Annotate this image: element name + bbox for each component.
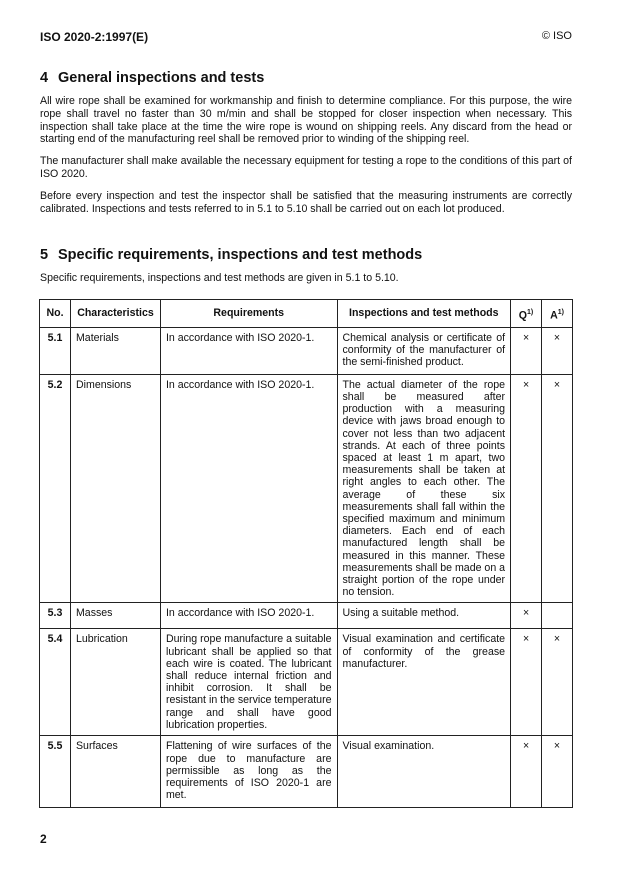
row-inspection: Chemical analysis or certificate of conformity of the manufacturer of the semi-finished product. bbox=[337, 327, 511, 374]
row-number: 5.2 bbox=[40, 374, 71, 603]
row-inspection: Visual examination. bbox=[337, 736, 511, 808]
page-number: 2 bbox=[40, 832, 47, 846]
requirements-table bbox=[39, 299, 573, 808]
header-characteristics: Characteristics bbox=[70, 300, 160, 328]
header-requirements: Requirements bbox=[160, 300, 337, 328]
footnote-ref: 1) bbox=[557, 309, 564, 316]
section-5-heading bbox=[40, 247, 422, 263]
row-requirement: During rope manufacture a suitable lubricant shall be applied so that each wire is coated. The lubricant shall reduce internal friction and inhibit corrosion. It shall be resistant in the service temperature range and shall have good lubrication properties. bbox=[160, 629, 337, 736]
table-row bbox=[40, 629, 573, 736]
table-row bbox=[40, 374, 573, 603]
row-q-mark: × bbox=[511, 374, 542, 603]
row-inspection: The actual diameter of the rope shall be measured after production with a measuring device with jaws broad enough to cover not less than two adjacent strands. At each of three points spaced at least 1 m apart, two measurements shall be taken at right angles to each other. The average of these six measurements shall fall within the specified maximum and minimum diameters. Each end of each manufactured length shall be measured in this manner. These measurements shall be made on a straight portion of the rope under no tension. bbox=[337, 374, 511, 603]
copyright: © ISO bbox=[541, 30, 572, 42]
row-number: 5.1 bbox=[40, 327, 71, 374]
section-number: 5 bbox=[40, 247, 49, 263]
row-requirement: In accordance with ISO 2020-1. bbox=[160, 603, 337, 629]
header-a: $A^{1)}$ bbox=[542, 300, 573, 328]
row-characteristic: Lubrication bbox=[70, 629, 160, 736]
row-inspection: Visual examination and certificate of conformity of the grease manufacturer. bbox=[337, 629, 511, 736]
row-a-mark: × bbox=[542, 736, 573, 808]
header-no: No. bbox=[40, 300, 71, 328]
row-a-mark: × bbox=[542, 629, 573, 736]
row-q-mark: × bbox=[511, 603, 542, 629]
row-requirement: Flattening of wire surfaces of the rope due to manufacture are permissible as long as the requirements of ISO 2020-1 are met. bbox=[160, 736, 337, 808]
row-characteristic: Surfaces bbox=[70, 736, 160, 808]
table-row bbox=[40, 327, 573, 374]
row-requirement: In accordance with ISO 2020-1. bbox=[160, 327, 337, 374]
table-row bbox=[40, 603, 573, 629]
header-q: $Q^{1)}$ bbox=[511, 300, 542, 328]
row-number: 5.5 bbox=[40, 736, 71, 808]
section-4-heading bbox=[40, 70, 264, 86]
paragraph: Before every inspection and test the inspector shall be satisfied that the measuring instruments are correctly calibrated. Inspections and tests referred to in 5.1 to 5.10 shall be carried out on each lot produced. bbox=[40, 190, 572, 215]
row-a-mark: × bbox=[542, 327, 573, 374]
paragraph: The manufacturer shall make available the necessary equipment for testing a rope to the conditions of this part of ISO 2020. bbox=[40, 155, 572, 180]
document-id: ISO 2020-2:1997(E) bbox=[40, 30, 149, 44]
table-header-row bbox=[40, 300, 573, 328]
table-row bbox=[40, 736, 573, 808]
row-characteristic: Masses bbox=[70, 603, 160, 629]
row-a-mark: × bbox=[542, 374, 573, 603]
row-characteristic: Dimensions bbox=[70, 374, 160, 603]
row-a-mark bbox=[542, 603, 573, 629]
row-number: 5.4 bbox=[40, 629, 71, 736]
row-characteristic: Materials bbox=[70, 327, 160, 374]
section-title: General inspections and tests bbox=[58, 70, 265, 86]
row-number: 5.3 bbox=[40, 603, 71, 629]
row-inspection: Using a suitable method. bbox=[337, 603, 511, 629]
paragraph: All wire rope shall be examined for workmanship and finish to determine compliance. For this purpose, the wire rope shall travel no faster than 30 m/min and shall be stopped for closer inspection when necessary. This inspection shall take place at the time the wire rope is wound on shipping reels. Any discard from the head or starting end of the manufacturing reel shall be removed prior to winding of the shipping reel. bbox=[40, 95, 572, 146]
footnote-ref: 1) bbox=[527, 309, 534, 316]
section-title: Specific requirements, inspections and test methods bbox=[58, 247, 423, 263]
section-number: 4 bbox=[40, 70, 49, 86]
section-intro: Specific requirements, inspections and test methods are given in 5.1 to 5.10. bbox=[40, 272, 399, 284]
row-q-mark: × bbox=[511, 629, 542, 736]
row-q-mark: × bbox=[511, 736, 542, 808]
row-q-mark: × bbox=[511, 327, 542, 374]
row-requirement: In accordance with ISO 2020-1. bbox=[160, 374, 337, 603]
header-inspections: Inspections and test methods bbox=[337, 300, 511, 328]
